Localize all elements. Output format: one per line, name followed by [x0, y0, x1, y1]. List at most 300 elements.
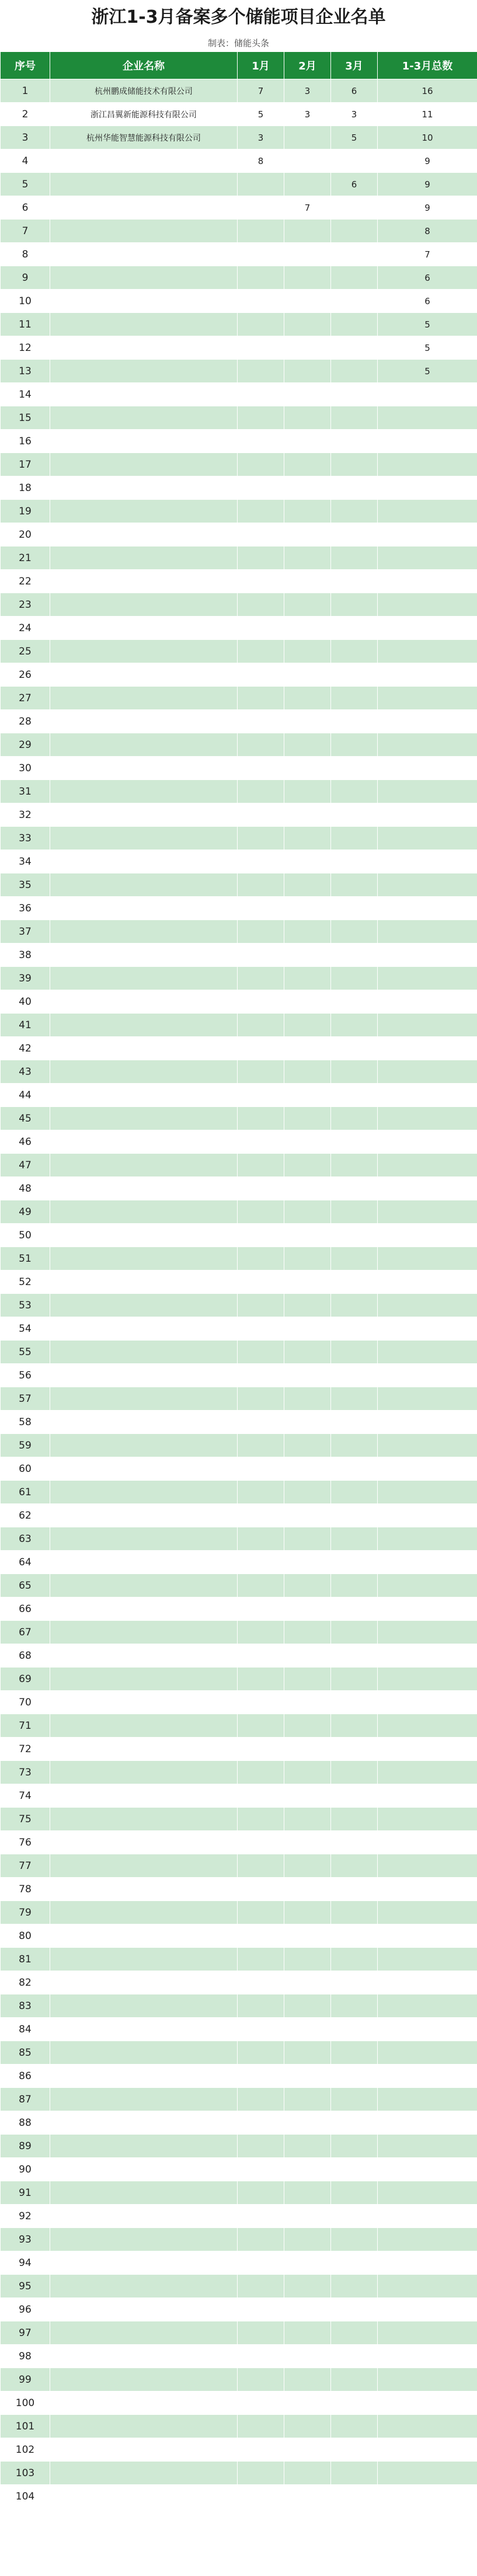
row-index: 55 — [1, 1341, 50, 1364]
table-row — [1, 126, 477, 149]
table-row — [1, 2368, 477, 2391]
count-month-3 — [331, 967, 378, 990]
count-month-2 — [284, 850, 331, 873]
table-row — [1, 360, 477, 383]
count-month-1 — [238, 1527, 284, 1551]
company-name — [50, 2275, 238, 2298]
count-total — [378, 780, 477, 803]
count-month-2 — [284, 1784, 331, 1808]
count-total — [378, 1971, 477, 1994]
count-month-3 — [331, 827, 378, 850]
count-month-1 — [238, 1691, 284, 1714]
count-month-2 — [284, 1994, 331, 2018]
count-month-1 — [238, 1154, 284, 1177]
count-total — [378, 1994, 477, 2018]
count-month-2 — [284, 780, 331, 803]
count-total — [378, 944, 477, 967]
count-month-1 — [238, 1574, 284, 1597]
table-row — [1, 1668, 477, 1691]
count-month-3 — [331, 1411, 378, 1434]
row-index: 53 — [1, 1294, 50, 1317]
table-row — [1, 2298, 477, 2321]
count-month-1 — [238, 967, 284, 990]
count-total — [378, 1597, 477, 1621]
count-month-2 — [284, 126, 331, 149]
row-index: 49 — [1, 1200, 50, 1224]
row-index: 28 — [1, 710, 50, 733]
count-month-2 — [284, 873, 331, 897]
row-index: 85 — [1, 2041, 50, 2065]
row-index: 40 — [1, 990, 50, 1014]
row-index: 21 — [1, 546, 50, 570]
count-month-1 — [238, 500, 284, 523]
company-name — [50, 500, 238, 523]
table-row — [1, 1994, 477, 2018]
company-name — [50, 873, 238, 897]
count-total — [378, 1154, 477, 1177]
company-name: 杭州鹏成储能技术有限公司 — [50, 79, 238, 103]
count-total — [378, 2018, 477, 2041]
count-month-3 — [331, 336, 378, 360]
company-name — [50, 2485, 238, 2508]
count-total — [378, 523, 477, 546]
row-index: 71 — [1, 1714, 50, 1738]
count-month-1 — [238, 2415, 284, 2438]
count-month-3 — [331, 2415, 378, 2438]
table-row — [1, 546, 477, 570]
count-month-1 — [238, 897, 284, 920]
row-index: 70 — [1, 1691, 50, 1714]
count-month-3 — [331, 1247, 378, 1270]
row-index: 43 — [1, 1060, 50, 1084]
count-month-2 — [284, 640, 331, 663]
row-index: 51 — [1, 1247, 50, 1270]
count-total — [378, 897, 477, 920]
count-month-1 — [238, 1084, 284, 1107]
count-month-3 — [331, 1714, 378, 1738]
company-name — [50, 2415, 238, 2438]
count-month-2 — [284, 1364, 331, 1387]
count-month-3 — [331, 2088, 378, 2111]
count-month-3 — [331, 1084, 378, 1107]
row-index: 19 — [1, 500, 50, 523]
count-month-3 — [331, 1107, 378, 1130]
count-total — [378, 2415, 477, 2438]
row-index: 72 — [1, 1738, 50, 1761]
company-name — [50, 360, 238, 383]
count-total — [378, 2228, 477, 2251]
table-row — [1, 990, 477, 1014]
count-month-2 — [284, 290, 331, 313]
count-month-2 — [284, 1971, 331, 1994]
count-month-2 — [284, 2321, 331, 2345]
count-month-1 — [238, 2065, 284, 2088]
table-row — [1, 2228, 477, 2251]
row-index: 12 — [1, 336, 50, 360]
count-total — [378, 710, 477, 733]
count-total: 16 — [378, 79, 477, 103]
count-total — [378, 2251, 477, 2275]
count-month-3 — [331, 1341, 378, 1364]
count-total — [378, 1854, 477, 1878]
company-name — [50, 570, 238, 593]
count-month-3 — [331, 2041, 378, 2065]
company-name — [50, 1224, 238, 1247]
count-month-3 — [331, 617, 378, 640]
count-month-1 — [238, 1504, 284, 1527]
count-month-1 — [238, 1107, 284, 1130]
table-row — [1, 1597, 477, 1621]
company-name — [50, 2368, 238, 2391]
company-name — [50, 336, 238, 360]
company-name — [50, 2111, 238, 2135]
table-row — [1, 710, 477, 733]
row-index: 38 — [1, 944, 50, 967]
row-index: 33 — [1, 827, 50, 850]
count-month-2 — [284, 2462, 331, 2485]
company-name — [50, 2298, 238, 2321]
count-total — [378, 2065, 477, 2088]
count-total: 9 — [378, 196, 477, 220]
row-index: 99 — [1, 2368, 50, 2391]
count-month-1 — [238, 1621, 284, 1644]
company-name — [50, 1481, 238, 1504]
header-month-1: 1月 — [238, 52, 284, 79]
company-name — [50, 266, 238, 290]
count-month-2 — [284, 1481, 331, 1504]
company-name — [50, 1971, 238, 1994]
company-name — [50, 1037, 238, 1060]
count-total — [378, 593, 477, 617]
row-index: 27 — [1, 687, 50, 710]
count-month-1 — [238, 1270, 284, 1294]
row-index: 14 — [1, 383, 50, 406]
count-month-3 — [331, 1738, 378, 1761]
table-row — [1, 313, 477, 336]
company-name — [50, 944, 238, 967]
count-month-1 — [238, 1854, 284, 1878]
count-total — [378, 2321, 477, 2345]
count-month-2 — [284, 2205, 331, 2228]
count-total — [378, 1878, 477, 1901]
count-month-3 — [331, 2205, 378, 2228]
count-month-2 — [284, 173, 331, 196]
count-month-1 — [238, 1224, 284, 1247]
table-row — [1, 2391, 477, 2415]
count-month-3 — [331, 2065, 378, 2088]
row-index: 59 — [1, 1434, 50, 1457]
count-month-3 — [331, 476, 378, 500]
count-month-3 — [331, 1878, 378, 1901]
count-total: 7 — [378, 243, 477, 266]
count-total — [378, 967, 477, 990]
count-month-1 — [238, 1411, 284, 1434]
count-month-3 — [331, 1014, 378, 1037]
row-index: 62 — [1, 1504, 50, 1527]
company-name — [50, 897, 238, 920]
count-month-3 — [331, 1784, 378, 1808]
count-total: 10 — [378, 126, 477, 149]
table-row — [1, 1527, 477, 1551]
company-name — [50, 1084, 238, 1107]
count-month-1 — [238, 453, 284, 476]
count-total: 5 — [378, 360, 477, 383]
count-month-2 — [284, 2111, 331, 2135]
count-total — [378, 1224, 477, 1247]
count-total — [378, 1130, 477, 1154]
row-index: 100 — [1, 2391, 50, 2415]
count-month-1: 7 — [238, 79, 284, 103]
table-row — [1, 1971, 477, 1994]
row-index: 93 — [1, 2228, 50, 2251]
count-month-3 — [331, 2018, 378, 2041]
row-index: 81 — [1, 1948, 50, 1971]
table-row — [1, 149, 477, 173]
company-name — [50, 2135, 238, 2158]
row-index: 88 — [1, 2111, 50, 2135]
company-name — [50, 1317, 238, 1341]
table-row — [1, 1294, 477, 1317]
count-month-2 — [284, 920, 331, 944]
count-month-3 — [331, 290, 378, 313]
count-month-2 — [284, 710, 331, 733]
company-name — [50, 243, 238, 266]
count-month-1 — [238, 2228, 284, 2251]
count-total — [378, 1177, 477, 1200]
count-month-3 — [331, 2438, 378, 2462]
company-name — [50, 1878, 238, 1901]
count-month-2 — [284, 453, 331, 476]
company-name — [50, 1247, 238, 1270]
table-row — [1, 1948, 477, 1971]
count-month-3 — [331, 803, 378, 827]
count-month-3 — [331, 1060, 378, 1084]
row-index: 7 — [1, 220, 50, 243]
count-total — [378, 1714, 477, 1738]
table-row — [1, 1738, 477, 1761]
count-month-2 — [284, 1037, 331, 1060]
company-name — [50, 1107, 238, 1130]
count-month-1 — [238, 1387, 284, 1411]
count-month-1 — [238, 803, 284, 827]
count-month-1 — [238, 196, 284, 220]
count-month-3 — [331, 383, 378, 406]
row-index: 58 — [1, 1411, 50, 1434]
table-row — [1, 243, 477, 266]
count-month-2 — [284, 1434, 331, 1457]
count-month-2 — [284, 406, 331, 430]
count-month-1 — [238, 1364, 284, 1387]
count-month-2 — [284, 1901, 331, 1924]
table-row — [1, 1341, 477, 1364]
count-month-2 — [284, 1060, 331, 1084]
count-month-3 — [331, 944, 378, 967]
count-total — [378, 1387, 477, 1411]
company-name — [50, 430, 238, 453]
count-month-1 — [238, 2391, 284, 2415]
row-index: 42 — [1, 1037, 50, 1060]
count-month-1 — [238, 220, 284, 243]
row-index: 87 — [1, 2088, 50, 2111]
count-month-2 — [284, 1691, 331, 1714]
table-row — [1, 2321, 477, 2345]
count-month-1 — [238, 2368, 284, 2391]
count-month-2 — [284, 593, 331, 617]
count-total — [378, 1504, 477, 1527]
count-month-1 — [238, 1037, 284, 1060]
count-month-1 — [238, 2135, 284, 2158]
company-name — [50, 2158, 238, 2181]
count-month-2 — [284, 336, 331, 360]
count-month-1: 8 — [238, 149, 284, 173]
company-name — [50, 1200, 238, 1224]
count-month-2 — [284, 1527, 331, 1551]
table-row — [1, 1644, 477, 1668]
company-name — [50, 2088, 238, 2111]
count-month-3 — [331, 1364, 378, 1387]
count-month-3 — [331, 2485, 378, 2508]
table-row — [1, 2158, 477, 2181]
count-total — [378, 1247, 477, 1270]
count-month-1 — [238, 687, 284, 710]
count-total — [378, 406, 477, 430]
table-row — [1, 1107, 477, 1130]
table-row — [1, 103, 477, 126]
count-month-2 — [284, 733, 331, 757]
table-row — [1, 1014, 477, 1037]
count-month-2 — [284, 1878, 331, 1901]
count-month-1 — [238, 733, 284, 757]
company-name — [50, 476, 238, 500]
count-month-3 — [331, 2391, 378, 2415]
count-month-2 — [284, 1224, 331, 1247]
count-month-2 — [284, 967, 331, 990]
count-month-2 — [284, 2228, 331, 2251]
count-month-2 — [284, 1014, 331, 1037]
table-row — [1, 803, 477, 827]
count-month-3 — [331, 1200, 378, 1224]
row-index: 36 — [1, 897, 50, 920]
row-index: 48 — [1, 1177, 50, 1200]
table-row — [1, 2181, 477, 2205]
table-row — [1, 1901, 477, 1924]
count-month-1 — [238, 2111, 284, 2135]
source-line: 制表：储能头条 — [207, 38, 269, 48]
count-month-3 — [331, 1971, 378, 1994]
count-month-2 — [284, 523, 331, 546]
count-total — [378, 476, 477, 500]
company-name — [50, 2018, 238, 2041]
company-name — [50, 383, 238, 406]
table-row — [1, 2415, 477, 2438]
table-row — [1, 593, 477, 617]
table-row — [1, 290, 477, 313]
count-month-1 — [238, 944, 284, 967]
count-total — [378, 1084, 477, 1107]
table-row — [1, 453, 477, 476]
company-name — [50, 1177, 238, 1200]
count-total — [378, 2181, 477, 2205]
row-index: 95 — [1, 2275, 50, 2298]
count-month-1 — [238, 1060, 284, 1084]
count-month-3 — [331, 546, 378, 570]
count-month-1 — [238, 1761, 284, 1784]
row-index: 26 — [1, 663, 50, 687]
table-row — [1, 500, 477, 523]
count-total: 11 — [378, 103, 477, 126]
count-month-2 — [284, 1247, 331, 1270]
company-name — [50, 1924, 238, 1948]
count-month-2 — [284, 500, 331, 523]
count-month-2 — [284, 2088, 331, 2111]
count-month-1 — [238, 2298, 284, 2321]
count-total — [378, 1341, 477, 1364]
count-month-3 — [331, 149, 378, 173]
row-index: 6 — [1, 196, 50, 220]
table-row — [1, 1761, 477, 1784]
count-month-1 — [238, 990, 284, 1014]
row-index: 102 — [1, 2438, 50, 2462]
count-total — [378, 663, 477, 687]
table-row — [1, 827, 477, 850]
row-index: 73 — [1, 1761, 50, 1784]
count-month-1 — [238, 2462, 284, 2485]
company-name — [50, 546, 238, 570]
row-index: 45 — [1, 1107, 50, 1130]
count-total — [378, 546, 477, 570]
count-total — [378, 687, 477, 710]
count-month-1 — [238, 1294, 284, 1317]
row-index: 82 — [1, 1971, 50, 1994]
count-month-2 — [284, 897, 331, 920]
table-row — [1, 1130, 477, 1154]
count-month-2 — [284, 1714, 331, 1738]
count-total — [378, 2041, 477, 2065]
count-month-2 — [284, 220, 331, 243]
count-month-3 — [331, 1434, 378, 1457]
count-month-2 — [284, 663, 331, 687]
count-month-3 — [331, 1621, 378, 1644]
count-total — [378, 1574, 477, 1597]
count-month-2: 3 — [284, 103, 331, 126]
row-index: 29 — [1, 733, 50, 757]
table-row — [1, 1574, 477, 1597]
count-total — [378, 1551, 477, 1574]
table-row — [1, 1434, 477, 1457]
company-name — [50, 2181, 238, 2205]
count-total — [378, 1691, 477, 1714]
table-row — [1, 2485, 477, 2508]
count-month-1 — [238, 593, 284, 617]
count-month-3 — [331, 1597, 378, 1621]
table-row — [1, 640, 477, 663]
table-row — [1, 1154, 477, 1177]
count-month-1 — [238, 523, 284, 546]
row-index: 9 — [1, 266, 50, 290]
company-name — [50, 290, 238, 313]
row-index: 25 — [1, 640, 50, 663]
count-month-3 — [331, 640, 378, 663]
count-month-3 — [331, 733, 378, 757]
row-index: 11 — [1, 313, 50, 336]
count-month-3 — [331, 1130, 378, 1154]
count-month-2 — [284, 2065, 331, 2088]
count-month-1 — [238, 2251, 284, 2275]
count-month-1 — [238, 430, 284, 453]
count-total — [378, 1200, 477, 1224]
row-index: 35 — [1, 873, 50, 897]
company-name — [50, 1434, 238, 1457]
